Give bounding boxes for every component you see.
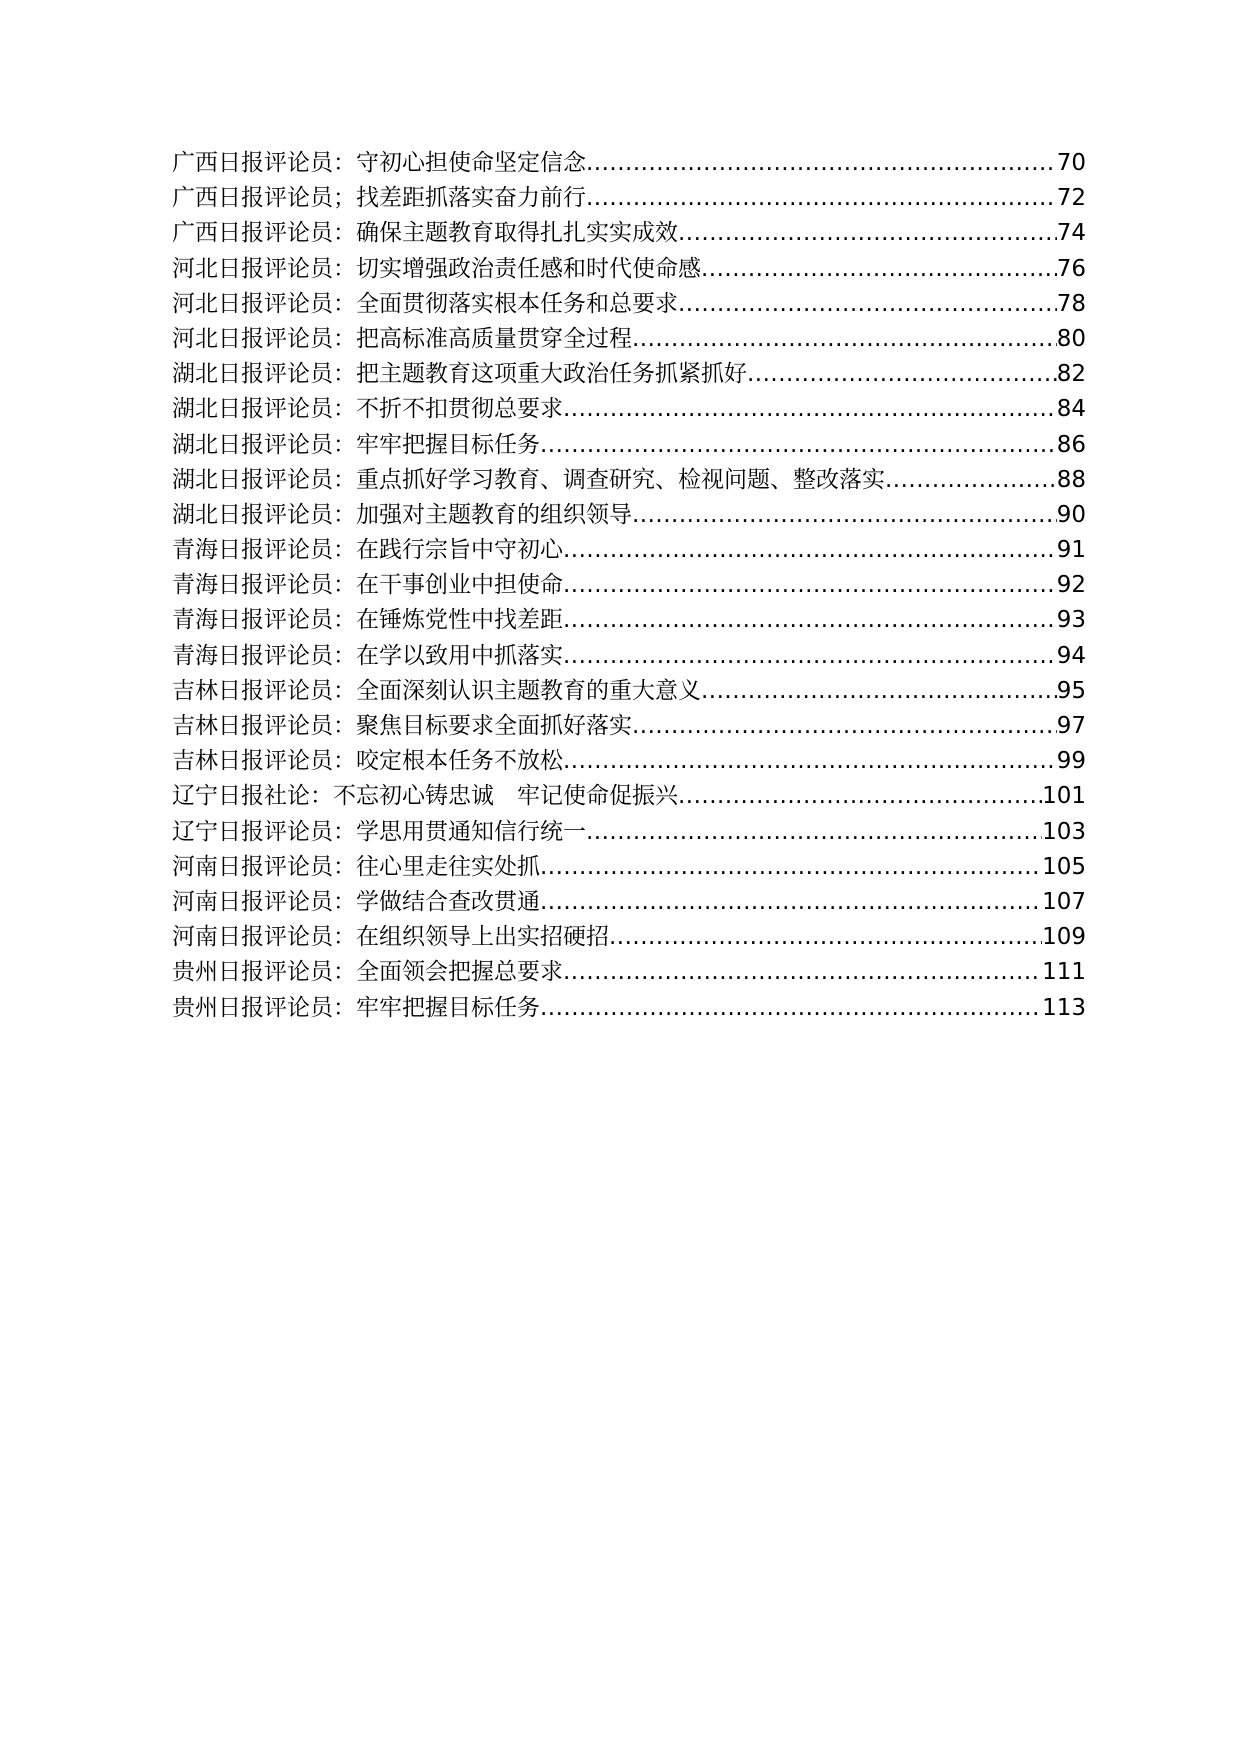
toc-entry-title: 吉林日报评论员：聚焦目标要求全面抓好落实: [172, 713, 632, 739]
toc-dot-leader: [586, 181, 1057, 216]
toc-entry-title: 青海日报评论员：在锤炼党性中找差距: [172, 607, 563, 634]
toc-dot-leader: [563, 955, 1042, 990]
toc-entry-title: 广西日报评论员；找差距抓落实奋力前行: [172, 185, 586, 212]
toc-entry[interactable]: [172, 955, 1086, 990]
toc-entry[interactable]: [172, 216, 1086, 251]
toc-entry[interactable]: [172, 498, 1086, 533]
toc-entry[interactable]: [172, 991, 1086, 1026]
toc-entry[interactable]: [172, 181, 1086, 216]
toc-entry-title: 贵州日报评论员：牢牢把握目标任务: [172, 994, 540, 1021]
toc-dot-leader: [540, 991, 1042, 1026]
toc-entry-title: 河南日报评论员：学做结合查改贯通: [172, 888, 540, 915]
toc-page-number: 70: [1056, 150, 1086, 176]
toc-page-number: 91: [1056, 537, 1086, 564]
toc-entry-title: 河北日报评论员：切实增强政治责任感和时代使命感: [172, 255, 701, 282]
toc-entry-title: 青海日报评论员：在践行宗旨中守初心: [172, 537, 563, 564]
toc-entry-title: 青海日报评论员：在干事创业中担使命: [172, 572, 563, 599]
toc-dot-leader: [609, 920, 1042, 955]
toc-page-number: 99: [1056, 748, 1086, 775]
toc-dot-leader: [563, 533, 1057, 568]
toc-entry[interactable]: [172, 815, 1086, 850]
toc-dot-leader: [632, 322, 1057, 357]
toc-dot-leader: [563, 603, 1057, 638]
toc-dot-leader: [563, 639, 1057, 674]
toc-entry[interactable]: [172, 885, 1086, 920]
toc-page-number: 94: [1056, 642, 1086, 669]
toc-page-number: 95: [1056, 677, 1086, 704]
toc-entry-title: 贵州日报评论员：全面领会把握总要求: [172, 959, 563, 986]
toc-dot-leader: [586, 815, 1042, 850]
toc-page-number: 78: [1056, 290, 1086, 317]
toc-dot-leader: [563, 744, 1057, 779]
toc-page-number: 111: [1042, 959, 1086, 986]
toc-entry[interactable]: [172, 357, 1086, 392]
toc-entry[interactable]: [172, 146, 1086, 181]
toc-dot-leader: [540, 850, 1042, 885]
toc-dot-leader: [747, 357, 1057, 392]
toc-dot-leader: [678, 287, 1057, 322]
toc-page-number: 88: [1056, 466, 1086, 493]
toc-entry[interactable]: [172, 322, 1086, 357]
toc-entry[interactable]: [172, 463, 1086, 498]
toc-entry-title: 湖北日报评论员：加强对主题教育的组织领导: [172, 501, 632, 528]
toc-entry[interactable]: [172, 392, 1086, 427]
toc-entry[interactable]: [172, 252, 1086, 287]
toc-entry-title: 河北日报评论员：全面贯彻落实根本任务和总要求: [172, 290, 678, 317]
toc-dot-leader: [563, 392, 1057, 427]
toc-page-number: 72: [1056, 185, 1086, 212]
toc-dot-leader: [678, 779, 1042, 814]
toc-page-number: 92: [1056, 572, 1086, 599]
toc-entry[interactable]: [172, 744, 1086, 779]
toc-dot-leader: [885, 463, 1057, 498]
toc-entry-title: 青海日报评论员：在学以致用中抓落实: [172, 642, 563, 669]
toc-page-number: 90: [1056, 501, 1086, 528]
toc-entry-title: 河北日报评论员：把高标准高质量贯穿全过程: [172, 325, 632, 352]
toc-page-number: 101: [1042, 783, 1086, 810]
toc-page-number: 107: [1042, 888, 1086, 915]
toc-entry[interactable]: [172, 603, 1086, 638]
toc-entry-title: 广西日报评论员：确保主题教育取得扎扎实实成效: [172, 220, 678, 247]
toc-dot-leader: [701, 252, 1057, 287]
toc-entry[interactable]: [172, 850, 1086, 885]
toc-dot-leader: [563, 568, 1057, 603]
toc-entry-title: 河南日报评论员：在组织领导上出实招硬招: [172, 924, 609, 951]
toc-entry-title: 湖北日报评论员：重点抓好学习教育、调查研究、检视问题、整改落实: [172, 466, 885, 493]
toc-page-number: 103: [1042, 818, 1086, 845]
toc-dot-leader: [632, 498, 1057, 533]
toc-entry[interactable]: [172, 709, 1086, 744]
toc-entry-title: 河南日报评论员：往心里走往实处抓: [172, 853, 540, 880]
toc-entry-title: 辽宁日报评论员：学思用贯通知信行统一: [172, 818, 586, 845]
toc-entry-title: 湖北日报评论员：把主题教育这项重大政治任务抓紧抓好: [172, 361, 747, 388]
toc-entry[interactable]: [172, 568, 1086, 603]
table-of-contents: [172, 146, 1086, 1026]
toc-entry-title: 广西日报评论员：守初心担使命坚定信念: [172, 150, 586, 176]
toc-page-number: 76: [1056, 255, 1086, 282]
toc-entry-title: 吉林日报评论员：全面深刻认识主题教育的重大意义: [172, 677, 701, 704]
toc-entry-title: 辽宁日报社论：不忘初心铸忠诚 牢记使命促振兴: [172, 783, 678, 810]
toc-entry[interactable]: [172, 287, 1086, 322]
toc-entry[interactable]: [172, 920, 1086, 955]
toc-page-number: 93: [1056, 607, 1086, 634]
toc-page-number: 82: [1056, 361, 1086, 388]
toc-entry[interactable]: [172, 779, 1086, 814]
toc-page-number: 84: [1056, 396, 1086, 423]
toc-entry[interactable]: [172, 428, 1086, 463]
toc-entry-title: 湖北日报评论员：牢牢把握目标任务: [172, 431, 540, 458]
toc-dot-leader: [701, 674, 1057, 709]
toc-dot-leader: [540, 428, 1057, 463]
toc-page-number: 105: [1042, 853, 1086, 880]
toc-page-number: 113: [1042, 994, 1086, 1021]
toc-page-number: 109: [1042, 924, 1086, 951]
toc-page-number: 86: [1056, 431, 1086, 458]
toc-entry[interactable]: [172, 639, 1086, 674]
toc-entry[interactable]: [172, 674, 1086, 709]
toc-dot-leader: [632, 709, 1057, 744]
toc-page-number: 97: [1056, 713, 1086, 739]
toc-entry[interactable]: [172, 533, 1086, 568]
toc-dot-leader: [586, 146, 1057, 181]
toc-entry-title: 吉林日报评论员：咬定根本任务不放松: [172, 748, 563, 775]
toc-entry-title: 湖北日报评论员：不折不扣贯彻总要求: [172, 396, 563, 423]
toc-dot-leader: [678, 216, 1057, 251]
toc-page-number: 74: [1056, 220, 1086, 247]
toc-dot-leader: [540, 885, 1042, 920]
toc-page-number: 80: [1056, 325, 1086, 352]
